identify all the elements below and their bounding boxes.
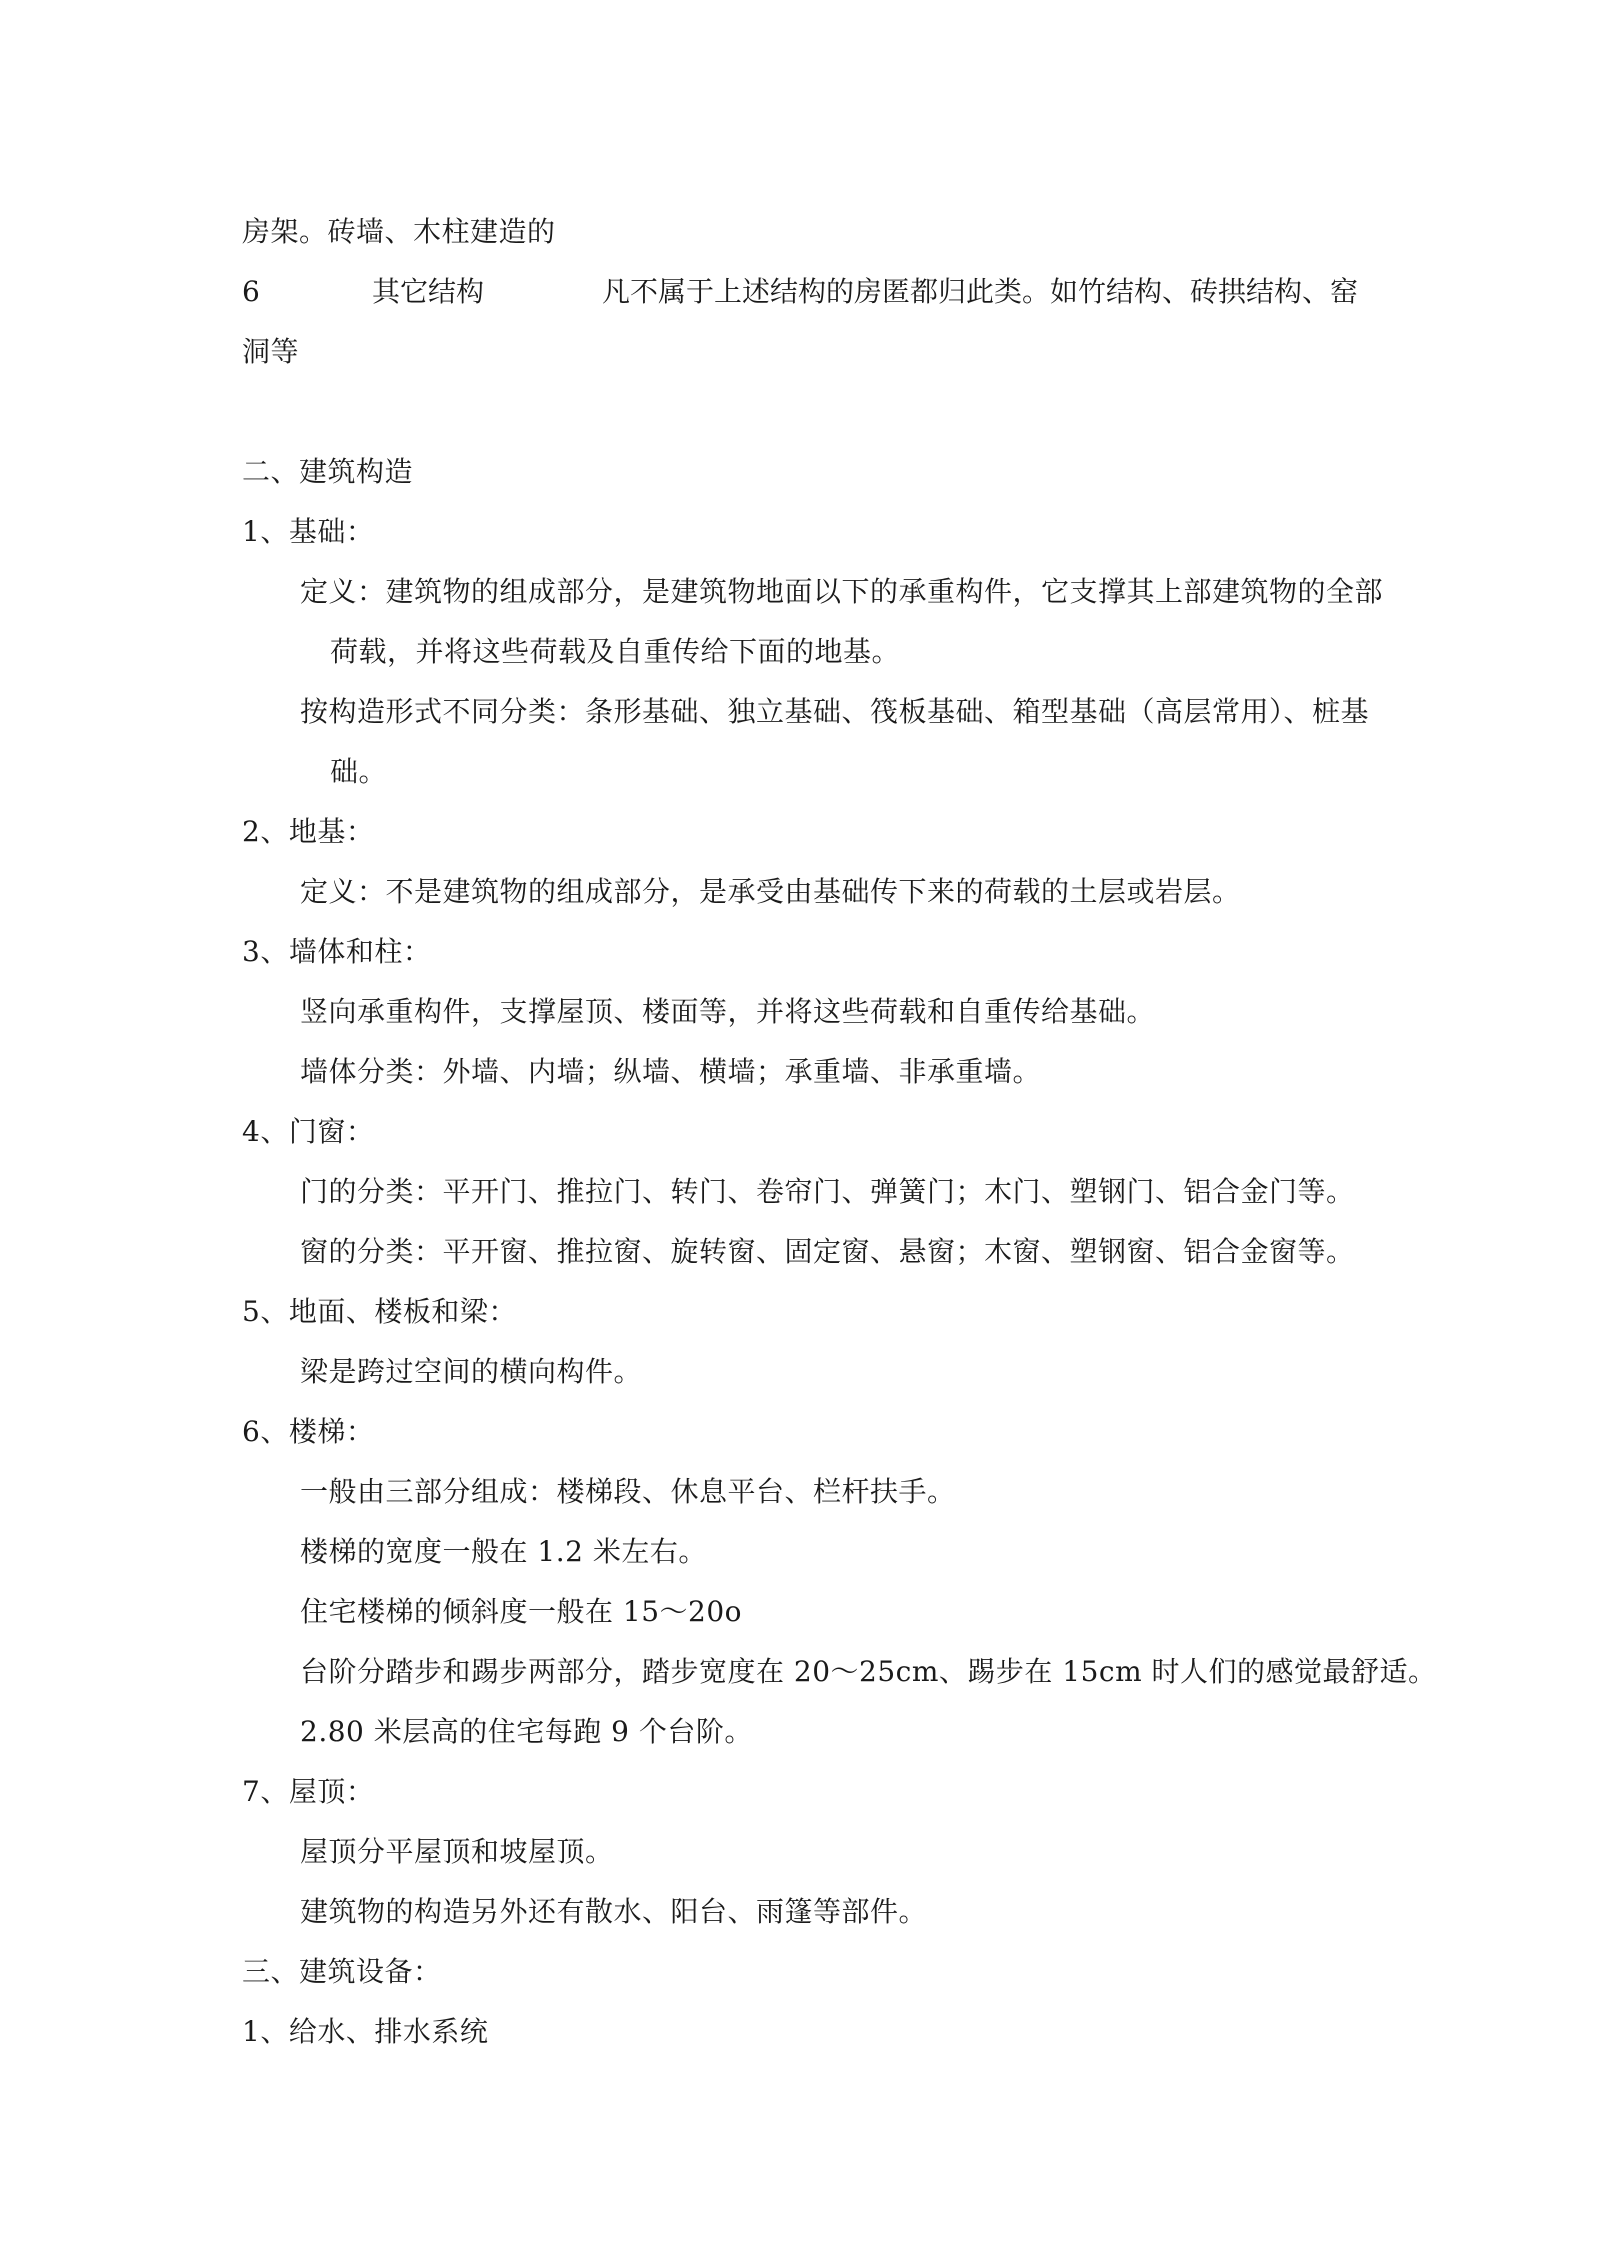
row-structure-desc-cont: 洞等 <box>242 335 300 368</box>
paragraph: 台阶分踏步和踢步两部分，踏步宽度在 20～25cm、踢步在 15cm 时人们的感觉最舒适。 <box>300 1655 1437 1688</box>
row-number: 6 <box>242 275 260 308</box>
paragraph: 竖向承重构件，支撑屋顶、楼面等，并将这些荷载和自重传给基础。 <box>300 995 1156 1028</box>
section-title: 三、建筑设备： <box>242 1955 442 1988</box>
subsection-heading: 1、基础： <box>242 515 375 548</box>
paragraph: 门的分类：平开门、推拉门、转门、卷帘门、弹簧门；木门、塑钢门、铝合金门等。 <box>300 1175 1355 1208</box>
paragraph: 墙体分类：外墙、内墙；纵墙、横墙；承重墙、非承重墙。 <box>300 1055 1042 1088</box>
intro-line: 房架。砖墙、木柱建造的 <box>242 215 556 248</box>
subsection-heading: 7、屋顶： <box>242 1775 375 1808</box>
paragraph: 2.80 米层高的住宅每跑 9 个台阶。 <box>300 1715 753 1748</box>
subsection-heading: 4、门窗： <box>242 1115 375 1148</box>
paragraph: 建筑物的构造另外还有散水、阳台、雨篷等部件。 <box>300 1895 928 1928</box>
subsection-heading: 5、地面、楼板和梁： <box>242 1295 517 1328</box>
paragraph: 一般由三部分组成：楼梯段、休息平台、栏杆扶手。 <box>300 1475 956 1508</box>
paragraph-cont: 荷载，并将这些荷载及自重传给下面的地基。 <box>330 635 901 668</box>
paragraph: 定义：不是建筑物的组成部分，是承受由基础传下来的荷载的土层或岩层。 <box>300 875 1241 908</box>
row-structure-desc: 凡不属于上述结构的房匿都归此类。如竹结构、砖拱结构、窑 <box>602 275 1359 308</box>
paragraph: 楼梯的宽度一般在 1.2 米左右。 <box>300 1535 707 1568</box>
subsection-heading: 2、地基： <box>242 815 375 848</box>
subsection-heading: 6、楼梯： <box>242 1415 375 1448</box>
section-title: 二、建筑构造 <box>242 455 414 488</box>
subsection-heading: 1、给水、排水系统 <box>242 2015 489 2048</box>
row-structure-name: 其它结构 <box>372 275 485 308</box>
paragraph: 窗的分类：平开窗、推拉窗、旋转窗、固定窗、悬窗；木窗、塑钢窗、铝合金窗等。 <box>300 1235 1355 1268</box>
paragraph: 住宅楼梯的倾斜度一般在 15～20o <box>300 1595 743 1628</box>
subsection-heading: 3、墙体和柱： <box>242 935 432 968</box>
paragraph: 屋顶分平屋顶和坡屋顶。 <box>300 1835 614 1868</box>
paragraph: 定义：建筑物的组成部分，是建筑物地面以下的承重构件，它支撑其上部建筑物的全部 <box>300 575 1384 608</box>
paragraph-cont: 础。 <box>330 755 388 788</box>
paragraph: 梁是跨过空间的横向构件。 <box>300 1355 643 1388</box>
paragraph: 按构造形式不同分类：条形基础、独立基础、筏板基础、箱型基础（高层常用）、桩基 <box>300 695 1370 728</box>
